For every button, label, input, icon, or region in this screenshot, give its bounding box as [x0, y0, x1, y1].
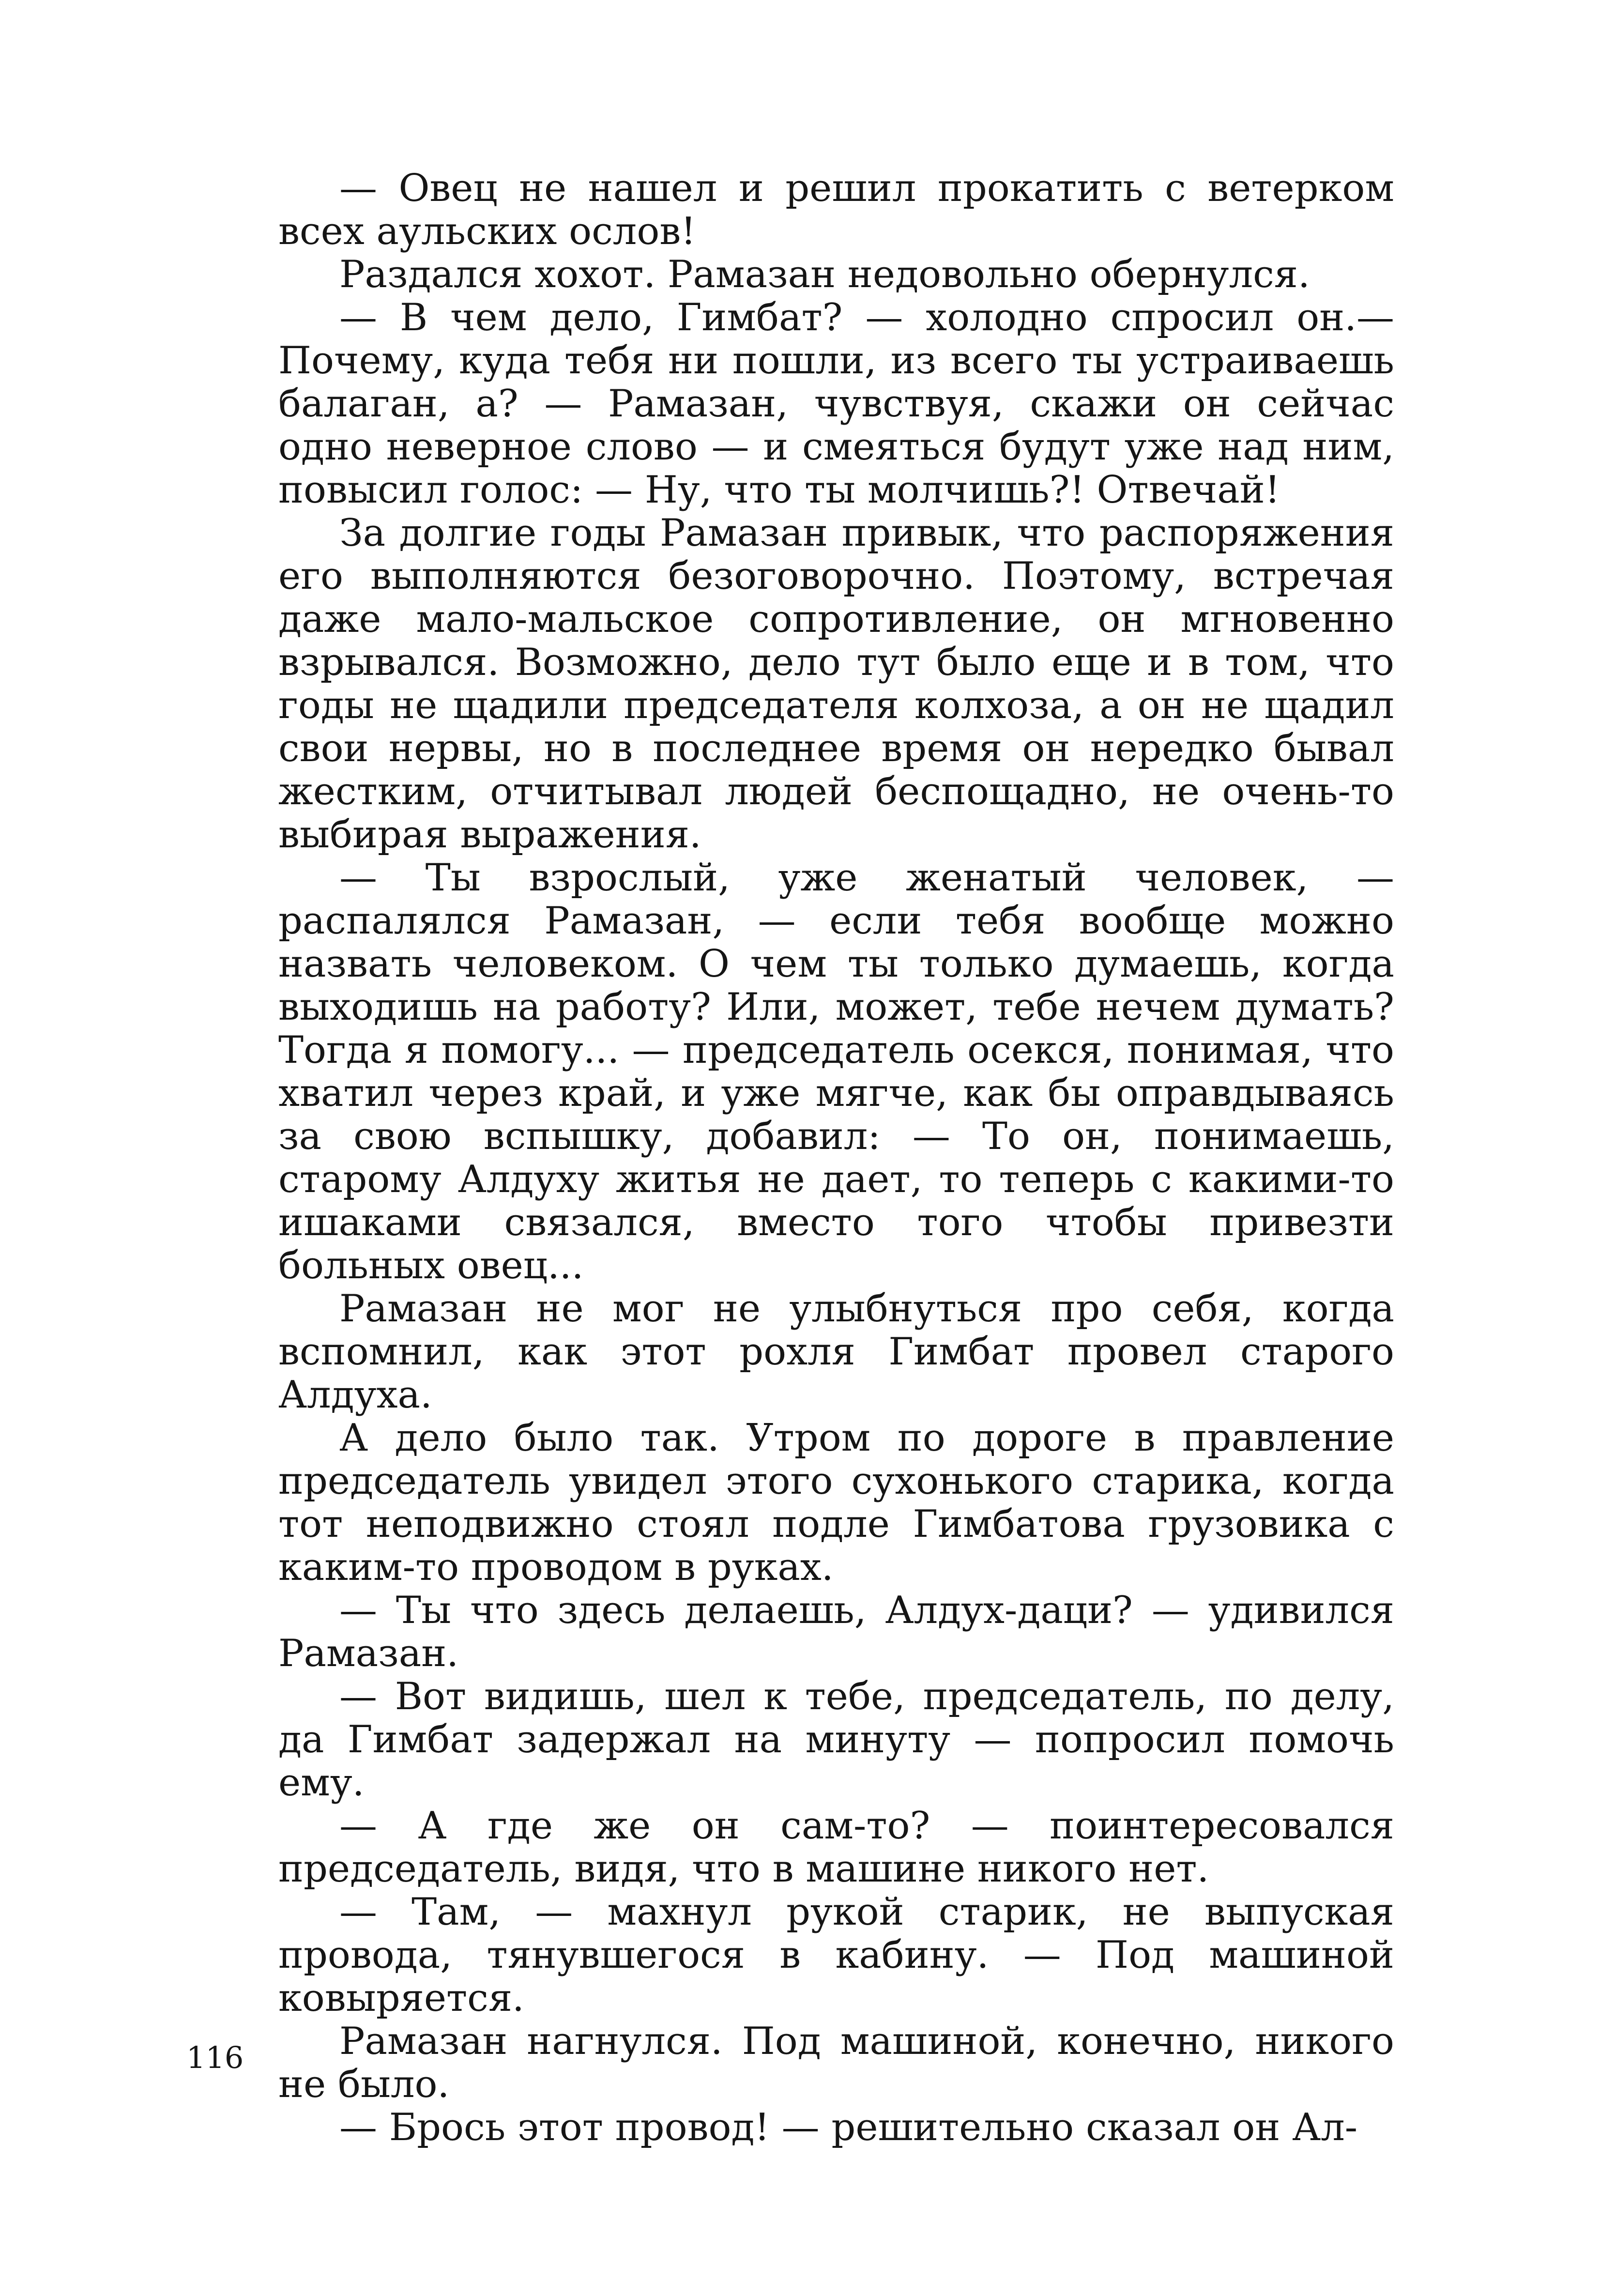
paragraph: — Там, — махнул рукой старик, не выпуская провода, тянувшегося в кабину. — Под машиной ковыряется. — [278, 1890, 1394, 2020]
paragraph: — Брось этот провод! — решительно сказал он Ал- — [339, 2106, 1358, 2149]
paragraph: Рамазан нагнулся. Под машиной, конечно, никого не было. — [278, 2020, 1394, 2106]
paragraph: — В чем дело, Гимбат? — холодно спросил он.— Почему, куда тебя ни пошли, из всего ты устраиваешь балаган, а? — Рамазан, чувствуя, скажи он сейчас одно неверное слово — и смеяться будут уже над ним, повысил голос: — Ну, что ты молчишь?! Отвечай! — [278, 296, 1394, 512]
paragraph: — Овец не нашел и решил прокатить с ветерком всех аульских ослов! — [278, 167, 1394, 253]
paragraph: — Ты взрослый, уже женатый человек, — распалялся Рамазан, — если тебя вообще можно назвать человеком. О чем ты только думаешь, когда выходишь на работу? Или, может, тебе нечем думать? Тогда я помогу... — председатель осекся, понимая, что хватил через край, и уже мягче, как бы оправдываясь за свою вспышку, добавил: — То он, понимаешь, старому Алдуху житья не дает, то теперь с какими-то ишаками связался, вместо того чтобы привезти больных овец... — [278, 856, 1394, 1287]
paragraph: — А где же он сам-то? — поинтересовался председатель, видя, что в машине никого нет. — [278, 1804, 1394, 1891]
paragraph: А дело было так. Утром по дороге в правление председатель увидел этого сухонького старика, когда тот неподвижно стоял подле Гимбатова грузовика с каким-то проводом в руках. — [278, 1416, 1394, 1589]
paragraph: Раздался хохот. Рамазан недовольно обернулся. — [339, 253, 1310, 296]
paragraph: За долгие годы Рамазан привык, что распоряжения его выполняются безоговорочно. Поэтому, встречая даже мало-мальское сопротивление, он мгновенно взрывался. Возможно, дело тут было еще и в том, что годы не щадили председателя колхоза, а он не щадил свои нервы, но в последнее время он нередко бывал жестким, отчитывал людей беспощадно, не очень-то выбирая выражения. — [278, 511, 1394, 857]
page-number: 116 — [186, 2040, 244, 2075]
paragraph: — Вот видишь, шел к тебе, председатель, по делу, да Гимбат задержал на минуту — попросил помочь ему. — [278, 1675, 1394, 1805]
paragraph: — Ты что здесь делаешь, Алдух-даци? — удивился Рамазан. — [278, 1589, 1394, 1675]
body-text — [278, 167, 1394, 2149]
paragraph: Рамазан не мог не улыбнуться про себя, когда вспомнил, как этот рохля Гимбат провел старого Алдуха. — [278, 1287, 1394, 1417]
